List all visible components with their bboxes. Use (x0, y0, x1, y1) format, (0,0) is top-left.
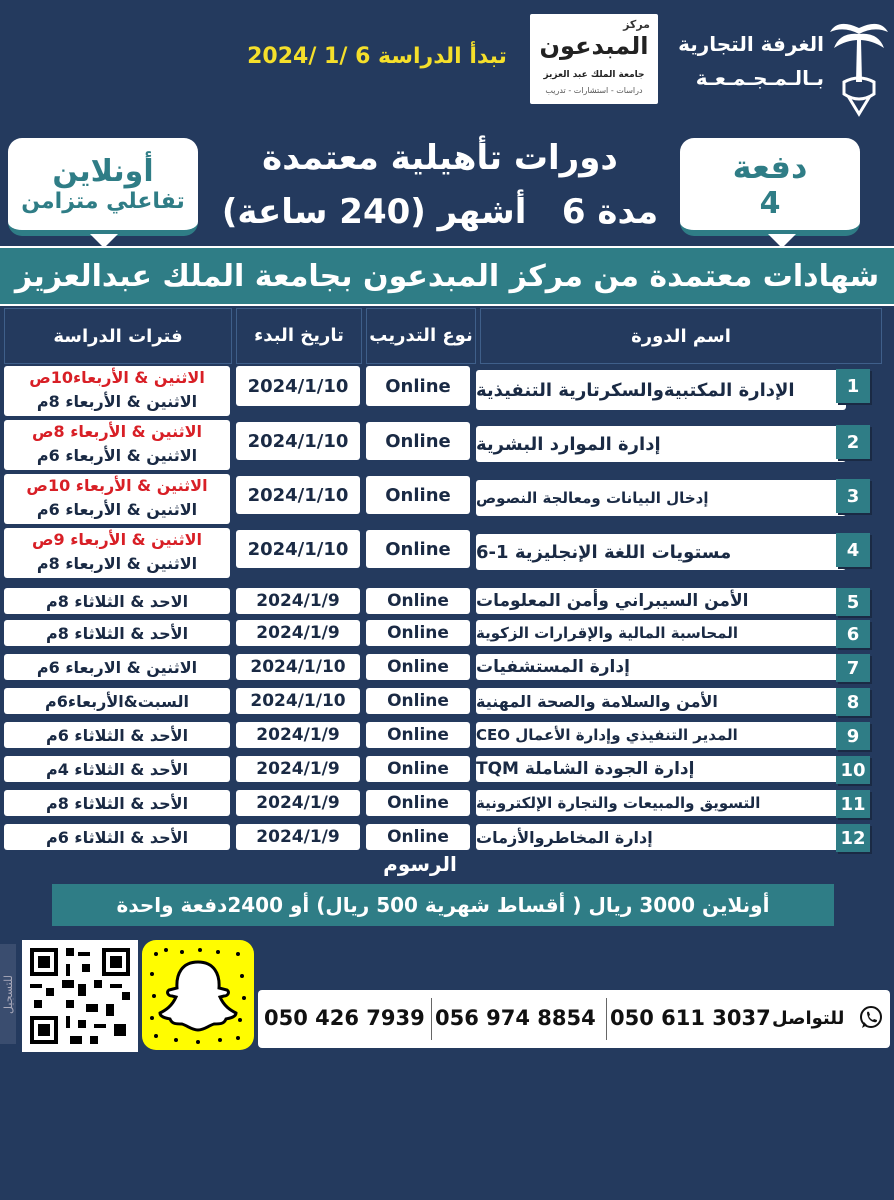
course-name: مستويات اللغة الإنجليزية 1-6 (476, 534, 846, 570)
course-name: التسويق والمبيعات والتجارة الإلكترونية (476, 790, 846, 816)
phone-3[interactable]: 050 426 7939 (264, 1006, 425, 1030)
training-type: Online (366, 722, 470, 748)
start-date-cell: 2024/1/9 (236, 620, 360, 646)
batch-number: 4 (759, 185, 781, 221)
header-periods: فترات الدراسة (4, 308, 232, 364)
phone-2[interactable]: 056 974 8854 (435, 1006, 596, 1030)
course-name: الإدارة المكتبيةوالسكرتارية التنفيذية (476, 370, 846, 410)
start-date-cell: 2024/1/10 (236, 366, 360, 406)
qr-code[interactable] (22, 940, 138, 1052)
start-date-cell: 2024/1/10 (236, 422, 360, 460)
periods-cell (4, 420, 230, 470)
training-type: Online (366, 756, 470, 782)
course-name: إدارة الموارد البشرية (476, 426, 846, 462)
periods-cell (4, 366, 230, 416)
row-number: 7 (836, 654, 870, 682)
training-type: Online (366, 688, 470, 714)
training-type: Online (366, 654, 470, 680)
header-course: اسم الدورة (480, 308, 882, 364)
periods-cell: الاحد & الثلاثاء 8م (4, 588, 230, 614)
periods-cell: الأحد & الثلاثاء 8م (4, 620, 230, 646)
snapchat-ghost-icon (142, 940, 254, 1050)
periods-cell: الأحد & الثلاثاء 8م (4, 790, 230, 816)
periods-cell: السبت&الأربعاء6م (4, 688, 230, 714)
period-2: الاثنين & الأربعاء 8م (36, 392, 198, 411)
snapchat-code[interactable] (142, 940, 254, 1050)
fees-banner (52, 884, 834, 926)
period-1: الاثنين & الأربعاء10ص (29, 368, 205, 387)
start-date-cell: 2024/1/9 (236, 722, 360, 748)
start-date-cell: 2024/1/10 (236, 654, 360, 680)
start-date-cell: 2024/1/9 (236, 756, 360, 782)
training-type: Online (366, 366, 470, 406)
start-date-cell: 2024/1/9 (236, 824, 360, 850)
center-logo (530, 14, 658, 104)
chamber-logo (664, 10, 894, 120)
period-2: الاثنين & الاربعاء 8م (36, 554, 198, 573)
phone-1[interactable]: 050 611 3037 (610, 1006, 771, 1030)
row-number: 11 (836, 790, 870, 818)
course-name: المحاسبة المالية والإقرارات الزكوية (476, 620, 846, 646)
row-number: 4 (836, 533, 870, 567)
course-name: إدارة الجودة الشاملة TQM (476, 756, 846, 782)
online-label: أونلاين (52, 154, 154, 189)
period-2: الاثنين & الأربعاء 6م (36, 446, 198, 465)
period-1: الاثنين & الأربعاء 10ص (26, 476, 208, 495)
start-date-cell: 2024/1/9 (236, 588, 360, 614)
course-name: الأمن والسلامة والصحة المهنية (476, 688, 846, 714)
chamber-name-line2: بـالـمـجـمـعـة (695, 66, 824, 90)
promo-duration: مدة 6 أشهر (240 ساعة) (221, 192, 659, 232)
header-start: تاريخ البدء (236, 308, 362, 364)
qr-code-icon (22, 940, 138, 1052)
center-logo-university: جامعة الملك عبد العزيز (543, 70, 645, 80)
row-number: 9 (836, 722, 870, 750)
training-type: Online (366, 824, 470, 850)
center-logo-tagline: دراسات - استشارات - تدريب (545, 86, 643, 95)
period-1: الاثنين & الأربعاء 8ص (31, 422, 203, 441)
start-date: تبدأ الدراسة 6 /1 /2024 (247, 44, 507, 69)
course-name: الأمن السيبراني وأمن المعلومات (476, 588, 846, 614)
row-number: 2 (836, 425, 870, 459)
course-name: إدارة المخاطروالأزمات (476, 824, 846, 850)
batch-label: دفعة (732, 147, 808, 186)
online-sub: تفاعلي متزامن (21, 189, 185, 214)
course-name: إدارة المستشفيات (476, 654, 846, 680)
training-type: Online (366, 620, 470, 646)
certificate-text: شهادات معتمدة من مركز المبدعون بجامعة الملك عبدالعزيز (14, 258, 880, 294)
start-date-cell: 2024/1/10 (236, 476, 360, 514)
contact-label: للتواصل (772, 1008, 845, 1029)
course-name: إدخال البيانات ومعالجة النصوص (476, 480, 846, 516)
training-type: Online (366, 476, 470, 514)
period-1: الاثنين & الأربعاء 9ص (31, 530, 203, 549)
period-2: الاثنين & الأربعاء 6م (36, 500, 198, 519)
fees-label: الرسوم (383, 852, 457, 876)
header-type: نوع التدريب (366, 308, 476, 364)
periods-cell (4, 528, 230, 578)
palm-emblem-icon (828, 10, 890, 118)
periods-cell: الأحد & الثلاثاء 6م (4, 824, 230, 850)
batch-badge (680, 138, 860, 236)
training-type: Online (366, 422, 470, 460)
row-number: 5 (836, 588, 870, 616)
start-date-cell: 2024/1/10 (236, 530, 360, 568)
row-number: 12 (836, 824, 870, 852)
center-logo-name: المبدعون (539, 32, 649, 60)
divider (606, 998, 607, 1040)
row-number: 1 (836, 369, 870, 403)
contact-box (258, 990, 890, 1048)
row-number: 8 (836, 688, 870, 716)
start-date-cell: 2024/1/10 (236, 688, 360, 714)
row-number: 10 (836, 756, 870, 784)
periods-cell: الاثنين & الاربعاء 6م (4, 654, 230, 680)
periods-cell: الأحد & الثلاثاء 6م (4, 722, 230, 748)
training-type: Online (366, 790, 470, 816)
periods-cell (4, 474, 230, 524)
whatsapp-icon (858, 1004, 884, 1030)
certificate-banner (0, 246, 894, 306)
periods-cell: الأحد & الثلاثاء 4م (4, 756, 230, 782)
course-name: المدير التنفيذي وإدارة الأعمال CEO (476, 722, 846, 748)
divider (431, 998, 432, 1040)
fees-text: أونلاين 3000 ريال ( أقساط شهرية 500 ريال) أو 2400دفعة واحدة (116, 893, 770, 917)
training-type: Online (366, 530, 470, 568)
center-logo-small: مركز (623, 18, 650, 31)
start-date-cell: 2024/1/9 (236, 790, 360, 816)
register-label: للتسجيل (0, 944, 16, 1044)
row-number: 6 (836, 620, 870, 648)
training-type: Online (366, 588, 470, 614)
chamber-name-line1: الغرفة التجارية (678, 32, 824, 56)
online-badge (8, 138, 198, 236)
row-number: 3 (836, 479, 870, 513)
promo-title: دورات تأهيلية معتمدة (262, 138, 618, 178)
